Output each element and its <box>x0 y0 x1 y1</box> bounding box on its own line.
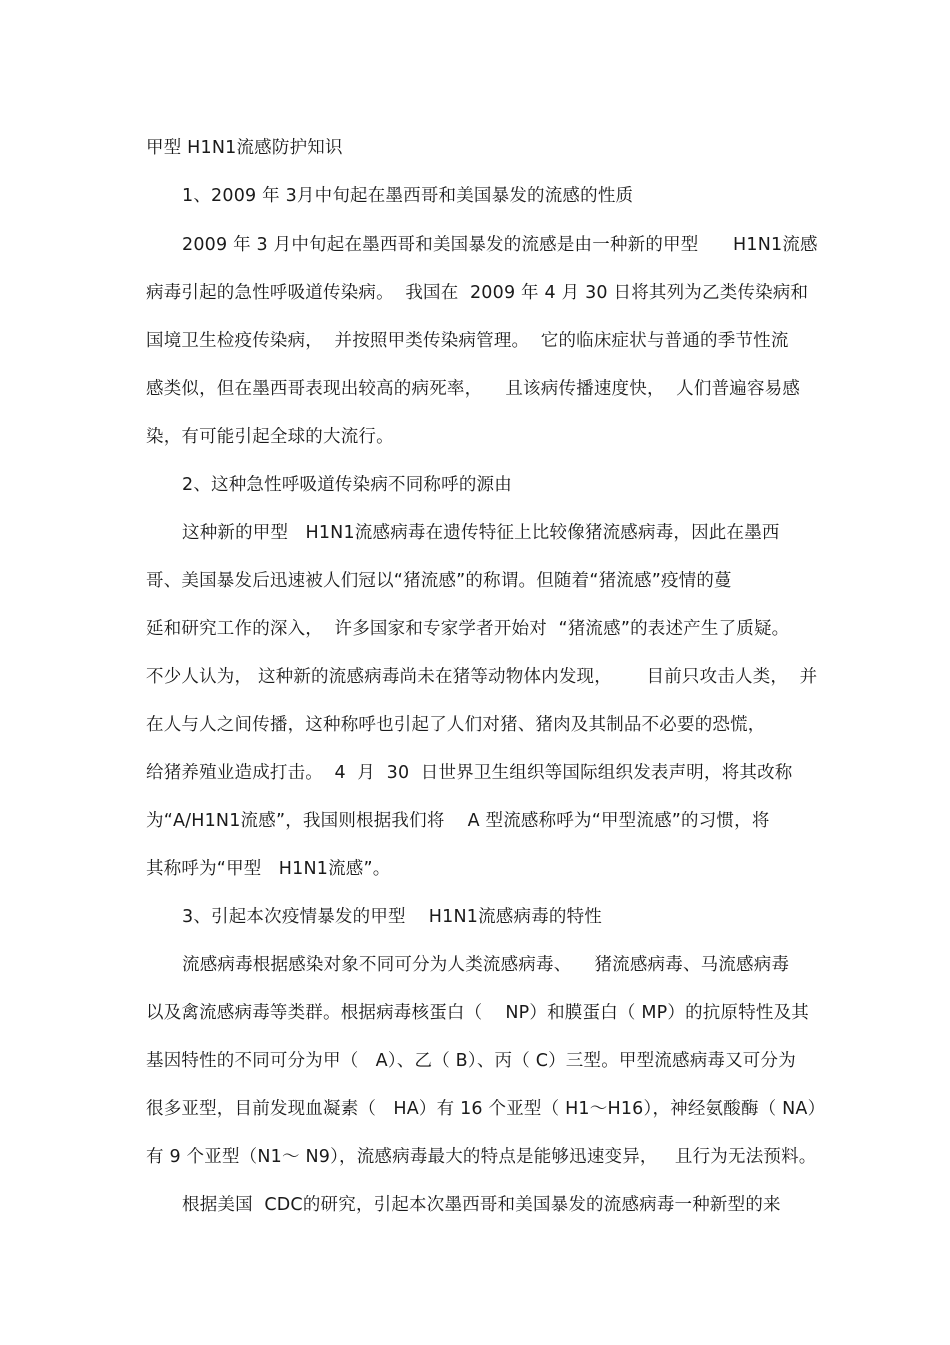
paragraph-line: 其称呼为“甲型 H1N1流感”。 <box>146 859 391 879</box>
paragraph-line: 不少人认为， 这种新的流感病毒尚未在猪等动物体内发现， 目前只攻击人类， 并 <box>146 667 818 687</box>
paragraph-line: 2009 年 3 月中旬起在墨西哥和美国暴发的流感是由一种新的甲型 H1N1流感 <box>182 235 818 255</box>
paragraph-line: 感类似，但在墨西哥表现出较高的病死率， 且该病传播速度快， 人们普遍容易感 <box>146 379 801 399</box>
paragraph-line: 流感病毒根据感染对象不同可分为人类流感病毒、 猪流感病毒、马流感病毒 <box>182 955 790 975</box>
paragraph-line: 延和研究工作的深入， 许多国家和专家学者开始对 “猪流感”的表述产生了质疑。 <box>146 619 790 639</box>
document-title: 甲型 H1N1流感防护知识 <box>146 138 343 158</box>
paragraph-line: 国境卫生检疫传染病， 并按照甲类传染病管理。 它的临床症状与普通的季节性流 <box>146 331 789 351</box>
section-heading-1: 1、2009 年 3月中旬起在墨西哥和美国暴发的流感的性质 <box>182 186 634 206</box>
paragraph-line: 染，有可能引起全球的大流行。 <box>146 427 394 447</box>
paragraph-line: 病毒引起的急性呼吸道传染病。 我国在 2009 年 4 月 30 日将其列为乙类传染病和 <box>146 283 809 303</box>
paragraph-line: 这种新的甲型 H1N1流感病毒在遗传特征上比较像猪流感病毒，因此在墨西 <box>182 523 780 543</box>
paragraph-line: 给猪养殖业造成打击。 4 月 30 日世界卫生组织等国际组织发表声明，将其改称 <box>146 763 793 783</box>
paragraph-line: 以及禽流感病毒等类群。根据病毒核蛋白（ NP）和膜蛋白（ MP）的抗原特性及其 <box>146 1003 810 1023</box>
paragraph-line: 根据美国 CDC的研究，引起本次墨西哥和美国暴发的流感病毒一种新型的来 <box>182 1195 781 1215</box>
section-heading-2: 2、这种急性呼吸道传染病不同称呼的源由 <box>182 475 512 495</box>
section-heading-3: 3、引起本次疫情暴发的甲型 H1N1流感病毒的特性 <box>182 907 603 927</box>
paragraph-line: 基因特性的不同可分为甲（ A）、乙（ B）、丙（ C）三型。甲型流感病毒又可分为 <box>146 1051 796 1071</box>
paragraph-line: 有 9 个亚型（N1～ N9），流感病毒最大的特点是能够迅速变异， 且行为无法预料。 <box>146 1147 817 1167</box>
paragraph-line: 很多亚型，目前发现血凝素（ HA）有 16 个亚型（ H1～H16），神经氨酸酶（ NA） <box>146 1099 826 1119</box>
paragraph-line: 哥、美国暴发后迅速被人们冠以“猪流感”的称谓。但随着“猪流感”疫情的蔓 <box>146 571 732 591</box>
paragraph-line: 为“A/H1N1流感”，我国则根据我们将 A 型流感称呼为“甲型流感”的习惯，将 <box>146 811 770 831</box>
paragraph-line: 在人与人之间传播，这种称呼也引起了人们对猪、猪肉及其制品不必要的恐慌， <box>146 715 766 735</box>
